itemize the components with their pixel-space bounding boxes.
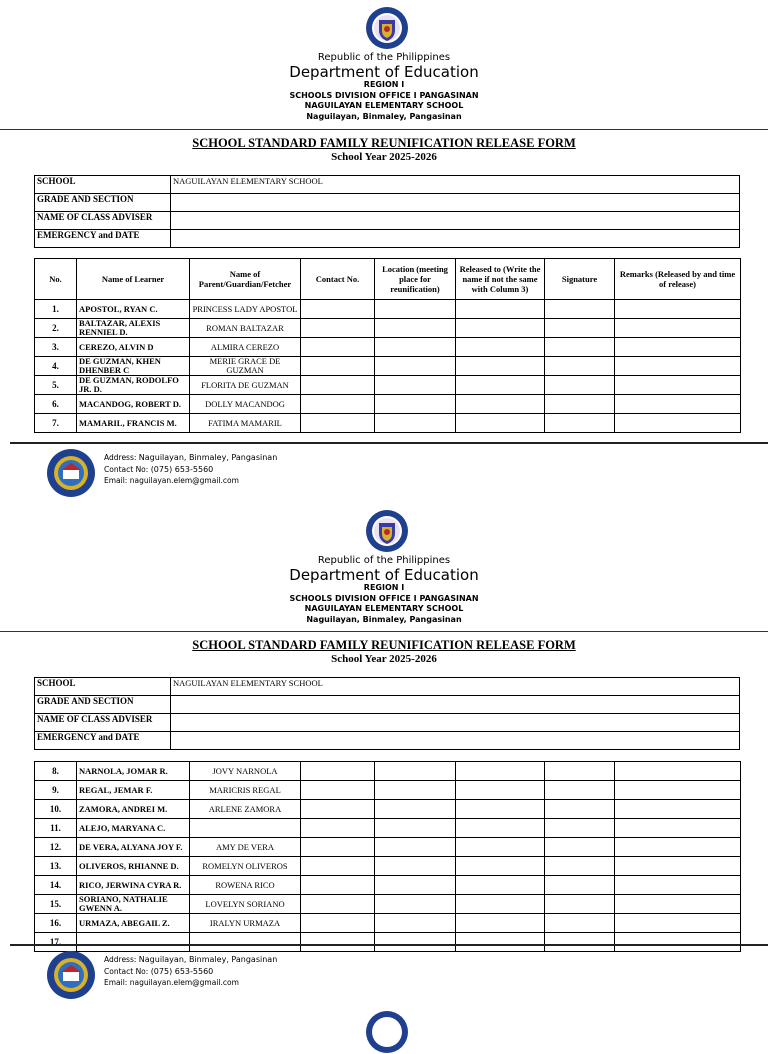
signature-cell[interactable] [545,800,615,819]
contact-cell[interactable] [301,762,375,781]
school-year: School Year 2025-2026 [331,151,437,163]
table-row [35,781,741,800]
remarks-cell[interactable] [615,395,741,414]
row-number: 10. [35,800,77,819]
released-to-cell[interactable] [456,376,545,395]
table-row [35,838,741,857]
info-table [34,677,740,750]
parent-name: AMY DE VERA [190,838,301,857]
email-label: Email: [104,476,128,485]
contact-cell[interactable] [301,319,375,338]
remarks-cell[interactable] [615,414,741,433]
col-location-header: Location (meeting place for reunification) [375,259,456,300]
table-row [35,933,741,952]
parent-name [190,933,301,952]
contact-cell[interactable] [301,895,375,914]
remarks-cell[interactable] [615,819,741,838]
release-table [34,258,741,433]
learner-name: CEREZO, ALVIN D [77,338,190,357]
location-cell[interactable] [375,876,456,895]
info-row [35,176,740,194]
info-value[interactable] [171,714,740,732]
remarks-cell[interactable] [615,933,741,952]
deped-seal-icon [365,1010,409,1054]
info-row [35,696,740,714]
signature-cell[interactable] [545,819,615,838]
released-to-cell[interactable] [456,914,545,933]
contact-cell[interactable] [301,914,375,933]
parent-name: MERIE GRACE DE GUZMAN [190,357,301,376]
remarks-cell[interactable] [615,857,741,876]
row-number: 12. [35,838,77,857]
signature-cell[interactable] [545,395,615,414]
table-row [35,819,741,838]
contact-cell[interactable] [301,300,375,319]
row-number: 3. [35,338,77,357]
location-cell[interactable] [375,819,456,838]
learner-name: OLIVEROS, RHIANNE D. [77,857,190,876]
contact-value: (075) 653-5560 [150,464,214,474]
address-value: Naguilayan, Binmaley, Pangasinan [138,955,278,964]
signature-cell[interactable] [545,319,615,338]
location-cell[interactable] [375,895,456,914]
info-row [35,194,740,212]
department-title: Department of Education [289,566,479,584]
office-block [0,583,768,625]
row-number: 6. [35,395,77,414]
released-to-cell[interactable] [456,762,545,781]
table-row [35,762,741,781]
school-name-text: NAGUILAYAN ELEMENTARY SCHOOL [304,101,464,110]
learner-name: ZAMORA, ANDREI M. [77,800,190,819]
contact-cell[interactable] [301,838,375,857]
table-row [35,395,741,414]
released-to-cell[interactable] [456,819,545,838]
col-learner-header: Name of Learner [77,259,190,300]
learner-name: REGAL, JEMAR F. [77,781,190,800]
contact-cell[interactable] [301,781,375,800]
learner-name: MAMARIL, FRANCIS M. [77,414,190,433]
info-row [35,678,740,696]
table-header-row [35,259,741,300]
division-text: SCHOOLS DIVISION OFFICE I PANGASINAN [289,90,479,100]
info-label: EMERGENCY and DATE [35,732,171,750]
learner-name: MACANDOG, ROBERT D. [77,395,190,414]
released-to-cell[interactable] [456,300,545,319]
row-number: 4. [35,357,77,376]
row-number: 2. [35,319,77,338]
table-row [35,376,741,395]
row-number: 11. [35,819,77,838]
info-value[interactable] [171,212,740,230]
remarks-cell[interactable] [615,876,741,895]
info-value[interactable] [171,230,740,248]
parent-name: ARLENE ZAMORA [190,800,301,819]
parent-name: PRINCESS LADY APOSTOL [190,300,301,319]
row-number: 8. [35,762,77,781]
signature-cell[interactable] [545,781,615,800]
col-released-header: Released to (Write the name if not the same with Column 3) [456,259,545,300]
remarks-cell[interactable] [615,319,741,338]
released-to-cell[interactable] [456,414,545,433]
released-to-cell[interactable] [456,781,545,800]
location-cell[interactable] [375,857,456,876]
location-cell[interactable] [375,300,456,319]
region-text: REGION I [363,583,405,592]
col-signature-header: Signature [545,259,615,300]
info-label: NAME OF CLASS ADVISER [35,212,171,230]
remarks-cell[interactable] [615,800,741,819]
address-label: Address: [104,453,137,462]
footer-contact [104,452,277,487]
school-year: School Year 2025-2026 [331,653,437,665]
signature-cell[interactable] [545,876,615,895]
school-logo-icon [46,448,96,498]
info-value[interactable] [171,696,740,714]
contact-value: (075) 653-5560 [150,966,214,976]
contact-cell[interactable] [301,876,375,895]
signature-cell[interactable] [545,414,615,433]
learner-name: BALTAZAR, ALEXIS RENNIEL D. [77,319,190,338]
school-location-text: Naguilayan, Binmaley, Pangasinan [306,614,462,624]
info-row [35,212,740,230]
contact-cell[interactable] [301,800,375,819]
contact-cell[interactable] [301,357,375,376]
contact-cell[interactable] [301,338,375,357]
parent-name: ROMAN BALTAZAR [190,319,301,338]
released-to-cell[interactable] [456,357,545,376]
table-row [35,300,741,319]
republic-text: Republic of the Philippines [317,52,451,63]
footer-divider [10,944,768,946]
division-text: SCHOOLS DIVISION OFFICE I PANGASINAN [289,593,479,603]
parent-name: MARICRIS REGAL [190,781,301,800]
remarks-cell[interactable] [615,376,741,395]
parent-name: FATIMA MAMARIL [190,414,301,433]
location-cell[interactable] [375,762,456,781]
table-body [35,300,741,433]
republic-text: Republic of the Philippines [317,555,451,566]
table-row [35,876,741,895]
learner-name: NARNOLA, JOMAR R. [77,762,190,781]
info-label: GRADE AND SECTION [35,696,171,714]
school-name-text: NAGUILAYAN ELEMENTARY SCHOOL [304,604,464,613]
contact-cell[interactable] [301,933,375,952]
remarks-cell[interactable] [615,762,741,781]
table-body [35,762,741,952]
form-title: SCHOOL STANDARD FAMILY REUNIFICATION RELEASE FORM [192,136,576,150]
contact-cell[interactable] [301,395,375,414]
row-number: 7. [35,414,77,433]
contact-label: Contact No: [104,966,149,976]
info-row [35,732,740,750]
learner-name: RICO, JERWINA CYRA R. [77,876,190,895]
address-value: Naguilayan, Binmaley, Pangasinan [138,453,278,462]
row-number: 16. [35,914,77,933]
released-to-cell[interactable] [456,933,545,952]
parent-name: LOVELYN SORIANO [190,895,301,914]
signature-cell[interactable] [545,914,615,933]
location-cell[interactable] [375,914,456,933]
location-cell[interactable] [375,781,456,800]
col-no-header: No. [35,259,77,300]
learner-name: APOSTOL, RYAN C. [77,300,190,319]
learner-name: SORIANO, NATHALIE GWENN A. [77,895,190,914]
table-row [35,338,741,357]
learner-name: DE GUZMAN, KHEN DHENBER C [77,357,190,376]
contact-cell[interactable] [301,414,375,433]
signature-cell[interactable] [545,300,615,319]
school-logo-icon [46,950,96,1000]
info-label: NAME OF CLASS ADVISER [35,714,171,732]
email-value[interactable]: naguilayan.elem@gmail.com [129,978,239,987]
row-number: 15. [35,895,77,914]
signature-cell[interactable] [545,762,615,781]
location-cell[interactable] [375,414,456,433]
info-row [35,230,740,248]
col-remarks-header: Remarks (Released by and time of release) [615,259,741,300]
parent-name: JOVY NARNOLA [190,762,301,781]
parent-name: IRALYN URMAZA [190,914,301,933]
deped-seal-icon [365,6,409,50]
parent-name: ROMELYN OLIVEROS [190,857,301,876]
parent-name: ROWENA RICO [190,876,301,895]
released-to-cell[interactable] [456,319,545,338]
remarks-cell[interactable] [615,300,741,319]
learner-name [77,933,190,952]
office-block [0,80,768,122]
row-number: 13. [35,857,77,876]
row-number: 9. [35,781,77,800]
remarks-cell[interactable] [615,895,741,914]
form-title: SCHOOL STANDARD FAMILY REUNIFICATION RELEASE FORM [192,638,576,652]
info-value[interactable]: NAGUILAYAN ELEMENTARY SCHOOL [171,678,740,696]
location-cell[interactable] [375,338,456,357]
remarks-cell[interactable] [615,357,741,376]
info-row [35,714,740,732]
info-label: GRADE AND SECTION [35,194,171,212]
header-divider [0,129,768,130]
location-cell[interactable] [375,319,456,338]
col-parent-header: Name of Parent/Guardian/Fetcher [190,259,301,300]
learner-name: DE VERA, ALYANA JOY F. [77,838,190,857]
signature-cell[interactable] [545,338,615,357]
info-label: SCHOOL [35,176,171,194]
contact-cell[interactable] [301,376,375,395]
table-row [35,414,741,433]
released-to-cell[interactable] [456,876,545,895]
address-label: Address: [104,955,137,964]
learner-name: ALEJO, MARYANA C. [77,819,190,838]
location-cell[interactable] [375,933,456,952]
signature-cell[interactable] [545,838,615,857]
location-cell[interactable] [375,357,456,376]
contact-label: Contact No: [104,464,149,474]
email-label: Email: [104,978,128,987]
location-cell[interactable] [375,838,456,857]
email-value[interactable]: naguilayan.elem@gmail.com [129,476,239,485]
footer-contact [104,954,277,989]
row-number: 1. [35,300,77,319]
remarks-cell[interactable] [615,914,741,933]
table-row [35,895,741,914]
form-page-1 [0,0,768,503]
table-row [35,857,741,876]
parent-name: ALMIRA CEREZO [190,338,301,357]
signature-cell[interactable] [545,933,615,952]
signature-cell[interactable] [545,895,615,914]
row-number: 5. [35,376,77,395]
department-title: Department of Education [289,63,479,81]
released-to-cell[interactable] [456,395,545,414]
table-row [35,800,741,819]
location-cell[interactable] [375,376,456,395]
header-divider [0,631,768,632]
remarks-cell[interactable] [615,838,741,857]
parent-name: FLORITA DE GUZMAN [190,376,301,395]
table-row [35,357,741,376]
info-value[interactable]: NAGUILAYAN ELEMENTARY SCHOOL [171,176,740,194]
row-number: 17. [35,933,77,952]
region-text: REGION I [363,80,405,89]
table-row [35,914,741,933]
info-label: SCHOOL [35,678,171,696]
parent-name [190,819,301,838]
footer-divider [10,442,768,444]
contact-cell[interactable] [301,857,375,876]
table-row [35,319,741,338]
location-cell[interactable] [375,395,456,414]
deped-seal-icon [365,509,409,553]
signature-cell[interactable] [545,357,615,376]
released-to-cell[interactable] [456,857,545,876]
info-value[interactable] [171,194,740,212]
info-value[interactable] [171,732,740,750]
signature-cell[interactable] [545,857,615,876]
learner-name: DE GUZMAN, RODOLFO JR. D. [77,376,190,395]
location-cell[interactable] [375,800,456,819]
released-to-cell[interactable] [456,800,545,819]
remarks-cell[interactable] [615,781,741,800]
form-page-2 [0,503,768,1006]
info-label: EMERGENCY and DATE [35,230,171,248]
released-to-cell[interactable] [456,338,545,357]
release-table [34,761,741,952]
school-location-text: Naguilayan, Binmaley, Pangasinan [306,111,462,121]
signature-cell[interactable] [545,376,615,395]
learner-name: URMAZA, ABEGAIL Z. [77,914,190,933]
released-to-cell[interactable] [456,838,545,857]
remarks-cell[interactable] [615,338,741,357]
info-table [34,175,740,248]
released-to-cell[interactable] [456,895,545,914]
contact-cell[interactable] [301,819,375,838]
col-contact-header: Contact No. [301,259,375,300]
parent-name: DOLLY MACANDOG [190,395,301,414]
row-number: 14. [35,876,77,895]
